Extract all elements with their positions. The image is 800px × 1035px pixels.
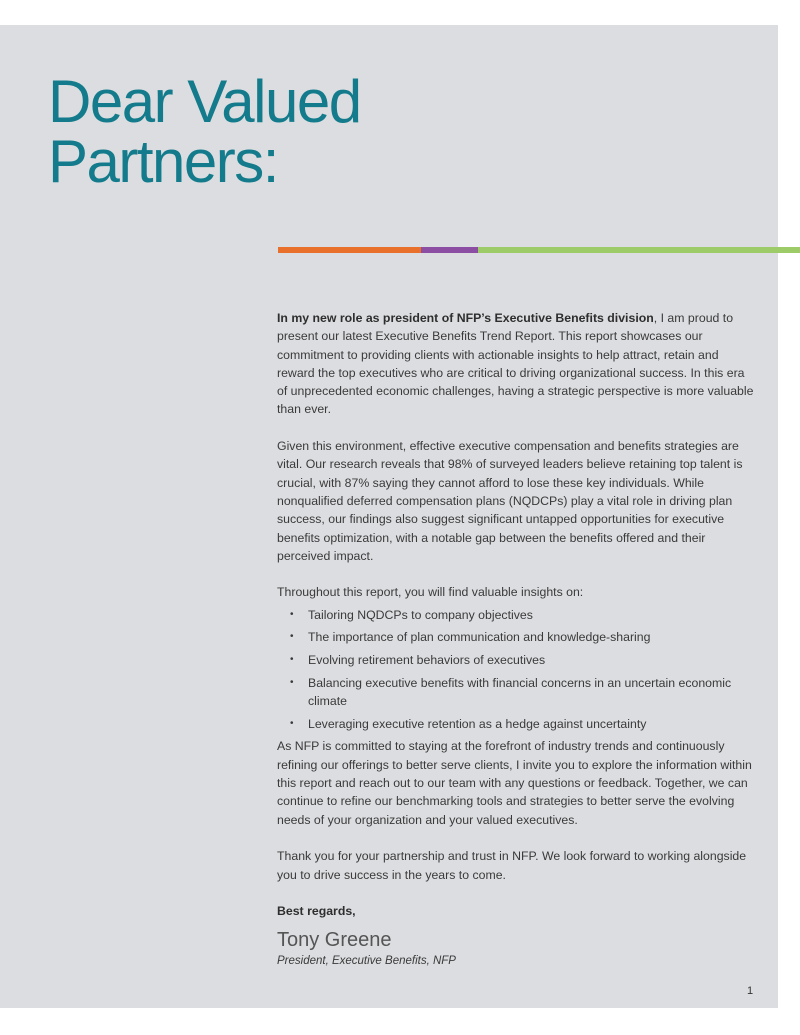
accent-stripe-purple	[421, 247, 478, 253]
bullet-icon: •	[290, 717, 294, 729]
paragraph-thanks: Thank you for your partnership and trust in NFP. We look forward to working alongside you to drive success in the years to come.	[277, 849, 747, 882]
page-title	[48, 68, 361, 195]
bullet-icon: •	[290, 676, 294, 688]
paragraph-commitment: As NFP is committed to staying at the forefront of industry trends and continuously refining our offerings to better serve clients, I invite you to explore the information within this report and reach out to our team with any questions or feedback. Together, we can continue to refine our benchmarking tools and strategies to better serve the evolving needs of your organization and your valued executives.	[277, 739, 752, 827]
signer-title: President, Executive Benefits, NFP	[277, 955, 456, 968]
list-item	[277, 628, 757, 646]
closing-salutation: Best regards,	[277, 904, 356, 919]
list-item-text: Evolving retirement behaviors of executives	[308, 653, 546, 668]
list-item	[277, 715, 757, 733]
intro-bold-lead: In my new role as president of NFP’s Executive Benefits division	[277, 311, 654, 325]
list-item-text: Tailoring NQDCPs to company objectives	[308, 607, 533, 622]
bullet-icon: •	[290, 654, 294, 666]
signer-name: Tony Greene	[277, 929, 392, 952]
accent-stripe-orange	[278, 247, 421, 253]
list-item	[277, 674, 757, 711]
list-item	[277, 606, 757, 624]
list-item-text: The importance of plan communication and knowledge-sharing	[308, 630, 651, 645]
insights-list	[277, 606, 757, 733]
intro-paragraph	[277, 309, 757, 419]
list-item-text: Leveraging executive retention as a hedge against uncertainty	[308, 716, 647, 731]
page-number: 1	[747, 985, 754, 997]
accent-stripe-green	[478, 247, 800, 253]
letter-body	[277, 309, 757, 969]
bullet-icon: •	[290, 631, 294, 643]
insights-intro: Throughout this report, you will find valuable insights on:	[277, 585, 584, 600]
list-item	[277, 651, 757, 669]
list-item-text: Balancing executive benefits with financial concerns in an uncertain economic climate	[308, 675, 732, 709]
title-line-2: Partners:	[48, 128, 278, 195]
paragraph-environment: Given this environment, effective executive compensation and benefits strategies are vital. Our research reveals that 98% of surveyed leaders believe retaining top talent is crucial, with 87% saying they cannot afford to lose these key individuals. While nonqualified deferred compensation plans (NQDCPs) play a vital role in driving plan success, our findings also suggest significant untapped opportunities for executive benefits optimization, with a notable gap between the benefits offered and their perceived impact.	[277, 439, 743, 563]
bullet-icon: •	[290, 608, 294, 620]
intro-text: , I am proud to present our latest Executive Benefits Trend Report. This report showcases our commitment to providing clients with actionable insights to help attract, retain and reward the top executives who are critical to driving organizational success. In this era of unprecedented economic challenges, having a strategic perspective is more valuable than ever.	[277, 311, 754, 417]
title-line-1: Dear Valued	[48, 68, 361, 135]
